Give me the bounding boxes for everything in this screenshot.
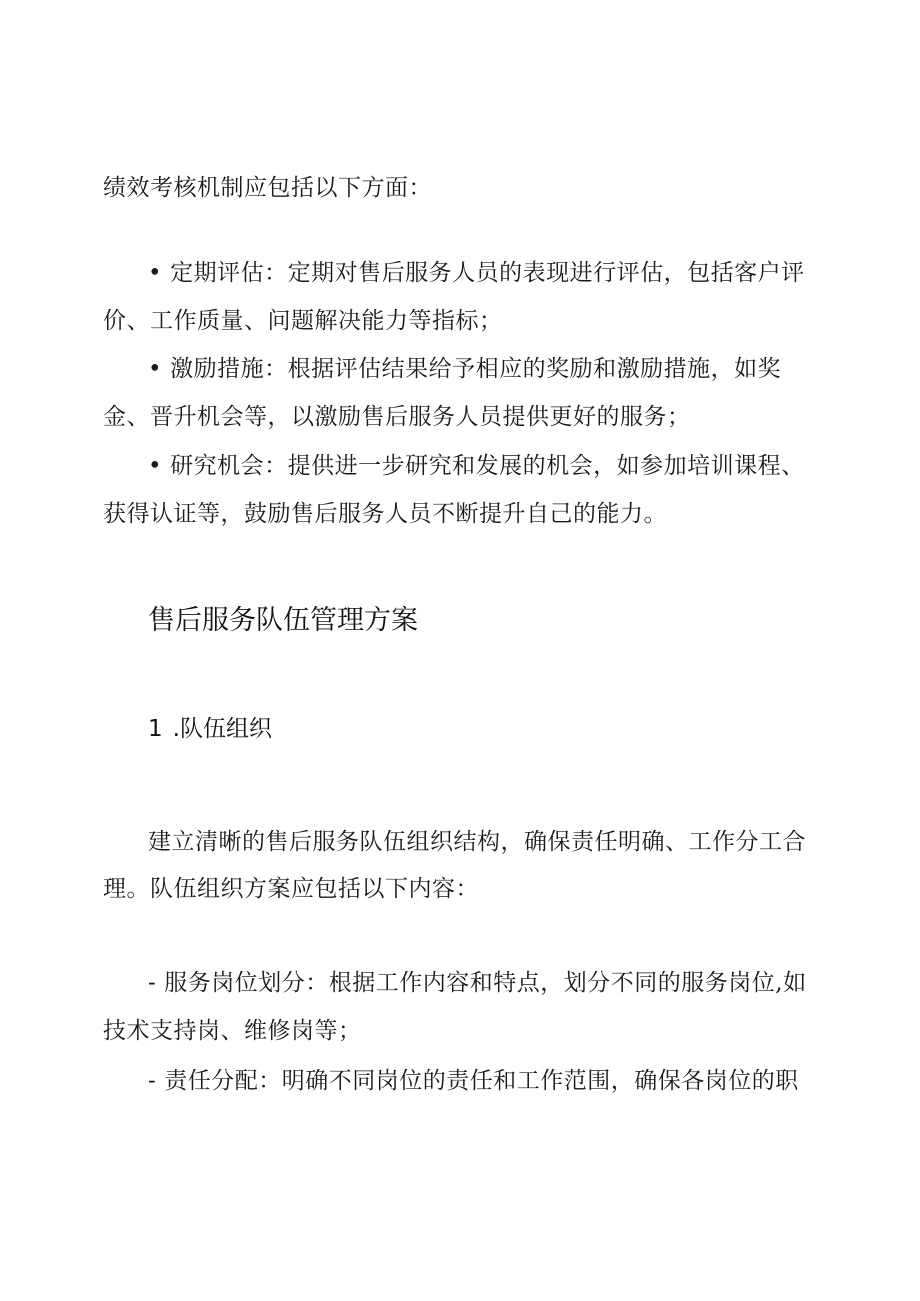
paragraph-line-2: 理。队伍组织方案应包括以下内容：	[103, 876, 479, 902]
dash-item-2-text: 责任分配：明确不同岗位的责任和工作范围，确保各岗位的职	[164, 1068, 799, 1094]
subsection-number: 1	[148, 716, 163, 742]
subsection-heading	[148, 714, 272, 744]
bullet-mark: •	[148, 260, 163, 286]
dash-item-1-line-2: 技术支持岗、维修岗等；	[103, 1018, 362, 1044]
bullet-1-line-2: 价、工作质量、问题解决能力等指标；	[103, 308, 503, 334]
section-title: 售后服务队伍管理方案	[148, 605, 418, 636]
bullet-mark: •	[148, 356, 163, 382]
bullet-3-line-2: 获得认证等，鼓励售后服务人员不断提升自己的能力。	[103, 501, 667, 527]
bullet-1-text: 定期评估：定期对售后服务人员的表现进行评估，包括客户评	[170, 260, 805, 286]
dash-item-1-text: 服务岗位划分：根据工作内容和特点，划分不同的服务岗位,如	[164, 970, 807, 996]
subsection-title: .队伍组织	[172, 716, 272, 742]
bullet-2-line-2: 金、晋升机会等，以激励售后服务人员提供更好的服务；	[103, 404, 691, 430]
bullet-2-text: 激励措施：根据评估结果给予相应的奖励和激励措施，如奖	[170, 356, 782, 382]
bullet-mark: •	[148, 453, 163, 479]
bullet-1-line-1	[148, 258, 848, 288]
dash-item-1-line-1	[148, 968, 848, 998]
dash-item-2-line-1	[148, 1066, 848, 1096]
bullet-3-text: 研究机会：提供进一步研究和发展的机会，如参加培训课程、	[170, 453, 805, 479]
paragraph-line-1: 建立清晰的售后服务队伍组织结构，确保责任明确、工作分工合	[148, 829, 806, 855]
dash-mark: -	[148, 1068, 157, 1094]
dash-mark: -	[148, 970, 157, 996]
bullet-2-line-1	[148, 354, 848, 384]
intro-text: 绩效考核机制应包括以下方面：	[103, 175, 432, 201]
bullet-3-line-1	[148, 451, 848, 481]
